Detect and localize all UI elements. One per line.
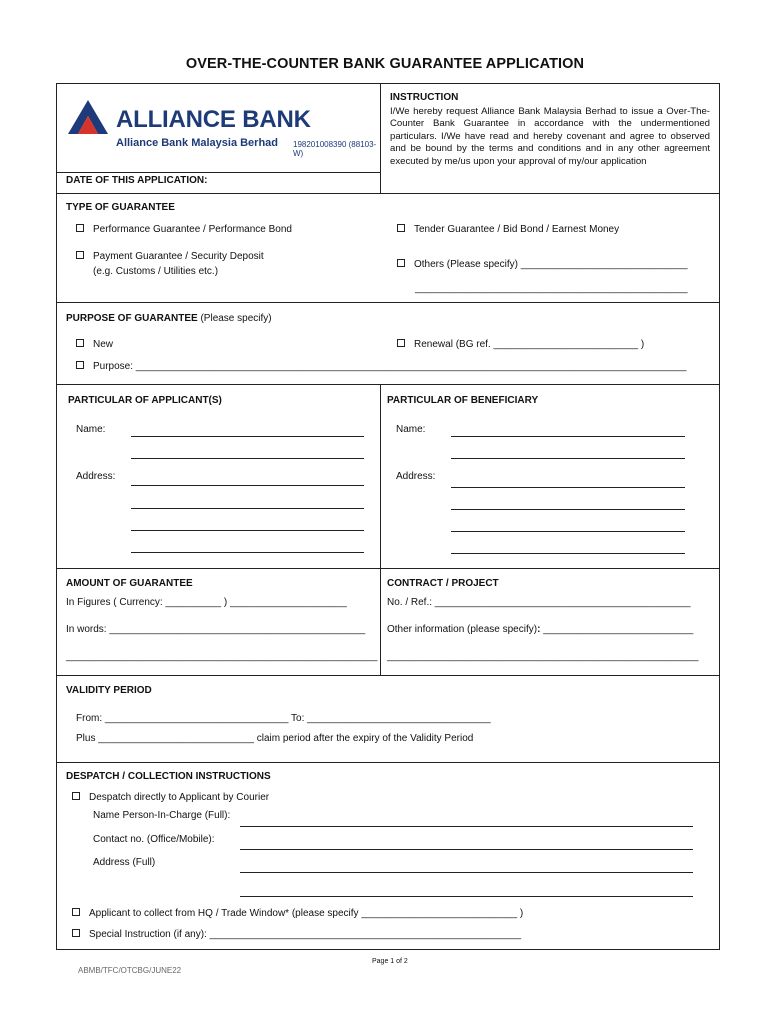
applicant-heading: PARTICULAR OF APPLICANT(S) [68, 395, 222, 406]
validity-plus[interactable]: Plus ____________________________ claim period after the expiry of the Validity Period [76, 733, 474, 744]
applicant-name-field[interactable] [131, 436, 364, 437]
beneficiary-address-field[interactable] [451, 487, 685, 488]
checkbox-icon[interactable] [397, 224, 405, 232]
checkbox-icon[interactable] [76, 251, 84, 259]
beneficiary-address-label: Address: [396, 471, 436, 482]
checkbox-icon[interactable] [72, 792, 80, 800]
validity-heading: VALIDITY PERIOD [66, 685, 152, 696]
contract-heading: CONTRACT / PROJECT [387, 578, 499, 589]
address-field[interactable] [240, 872, 693, 873]
checkbox-icon[interactable] [397, 339, 405, 347]
bank-name: ALLIANCE BANK [116, 106, 311, 133]
option-collect[interactable] [72, 908, 523, 919]
contract-ref[interactable]: No. / Ref.: ______________________________________________ [387, 597, 691, 608]
purpose-heading-suffix: (Please specify) [197, 313, 272, 324]
bank-logo [68, 100, 378, 160]
despatch-heading: DESPATCH / COLLECTION INSTRUCTIONS [66, 771, 271, 782]
applicant-name-label: Name: [76, 424, 106, 435]
option-tender[interactable] [397, 224, 619, 235]
contact-label: Contact no. (Office/Mobile): [93, 834, 215, 845]
bank-registration: 198201008390 (88103-W) [293, 140, 377, 158]
form-title: OVER-THE-COUNTER BANK GUARANTEE APPLICATION [185, 56, 585, 72]
checkbox-icon[interactable] [76, 361, 84, 369]
option-label: Payment Guarantee / Security Deposit [93, 251, 264, 262]
applicant-address-field-3[interactable] [131, 530, 364, 531]
contract-other-colon: : [537, 624, 541, 635]
applicant-address-field-2[interactable] [131, 508, 364, 509]
person-label: Name Person-In-Charge (Full): [93, 810, 231, 821]
beneficiary-address-field-3[interactable] [451, 531, 685, 532]
alliance-bank-logo-icon [68, 100, 108, 134]
beneficiary-name-field-2[interactable] [451, 458, 685, 459]
option-courier[interactable] [72, 792, 269, 803]
page-number: Page 1 of 2 [372, 958, 408, 965]
validity-from-to[interactable]: From: _________________________________ To: _________________________________ [76, 713, 491, 724]
person-field[interactable] [240, 826, 693, 827]
option-renewal[interactable] [397, 339, 644, 350]
checkbox-icon[interactable] [76, 339, 84, 347]
applicant-name-field-2[interactable] [131, 458, 364, 459]
beneficiary-address-field-2[interactable] [451, 509, 685, 510]
purpose-heading [66, 313, 272, 324]
option-label: Tender Guarantee / Bid Bond / Earnest Money [414, 224, 620, 235]
amount-words-line[interactable]: ________________________________________________________ [66, 651, 378, 662]
address-field-2[interactable] [240, 896, 693, 897]
beneficiary-address-field-4[interactable] [451, 553, 685, 554]
beneficiary-name-label: Name: [396, 424, 426, 435]
option-label: New [93, 339, 114, 350]
applicant-address-field[interactable] [131, 485, 364, 486]
applicant-address-label: Address: [76, 471, 116, 482]
option-payment[interactable] [76, 251, 264, 262]
beneficiary-heading: PARTICULAR OF BENEFICIARY [387, 395, 539, 406]
amount-words[interactable]: In words: ______________________________________________ [66, 624, 366, 635]
option-new[interactable] [76, 339, 113, 350]
option-purpose[interactable] [76, 361, 686, 372]
option-others[interactable] [397, 259, 688, 270]
others-line[interactable]: _________________________________________________ [415, 283, 688, 294]
contract-other[interactable] [387, 624, 693, 635]
option-label: Performance Guarantee / Performance Bond [93, 224, 292, 235]
checkbox-icon[interactable] [72, 908, 80, 916]
option-performance[interactable] [76, 224, 292, 235]
beneficiary-name-field[interactable] [451, 436, 685, 437]
address-label: Address (Full) [93, 857, 156, 868]
amount-figures[interactable]: In Figures ( Currency: __________ ) _____________________ [66, 597, 347, 608]
checkbox-icon[interactable] [72, 929, 80, 937]
date-label: DATE OF THIS APPLICATION: [66, 175, 208, 186]
applicant-address-field-4[interactable] [131, 552, 364, 553]
contract-other-line: ___________________________ [540, 624, 694, 635]
checkbox-icon[interactable] [397, 259, 405, 267]
bank-subtitle: Alliance Bank Malaysia Berhad [116, 137, 279, 149]
type-heading: TYPE OF GUARANTEE [66, 202, 175, 213]
option-label: Applicant to collect from HQ / Trade Window* (please specify ____________________________ ) [89, 908, 524, 919]
contract-other-label: Other information (please specify) [387, 624, 538, 635]
instruction-text: I/We hereby request Alliance Bank Malaysia Berhad to issue a Over-The-Counter Bank Guarantee in accordance with the undermentioned particulars. I/We have read and hereby covenant and agree to observed and be bound by the terms and conditions and in any other agreement executed by me/us upon your approval of my/our application [390, 106, 710, 167]
checkbox-icon[interactable] [76, 224, 84, 232]
purpose-heading-text: PURPOSE OF GUARANTEE [66, 313, 198, 324]
option-payment-note: (e.g. Customs / Utilities etc.) [93, 266, 219, 277]
option-special[interactable] [72, 929, 521, 940]
option-label: Special Instruction (if any): ________________________________________________________ [89, 929, 522, 940]
option-label: Purpose: ___________________________________________________________________________________________________ [93, 361, 687, 372]
option-label: Despatch directly to Applicant by Courier [89, 792, 270, 803]
amount-heading: AMOUNT OF GUARANTEE [66, 578, 193, 589]
contract-line[interactable]: ________________________________________________________ [387, 651, 699, 662]
option-label: Others (Please specify) ______________________________ [414, 259, 688, 270]
contact-field[interactable] [240, 849, 693, 850]
form-code: ABMB/TFC/OTCBG/JUNE22 [78, 966, 182, 975]
option-label: Renewal (BG ref. __________________________ ) [414, 339, 645, 350]
instruction-heading: INSTRUCTION [390, 92, 459, 103]
